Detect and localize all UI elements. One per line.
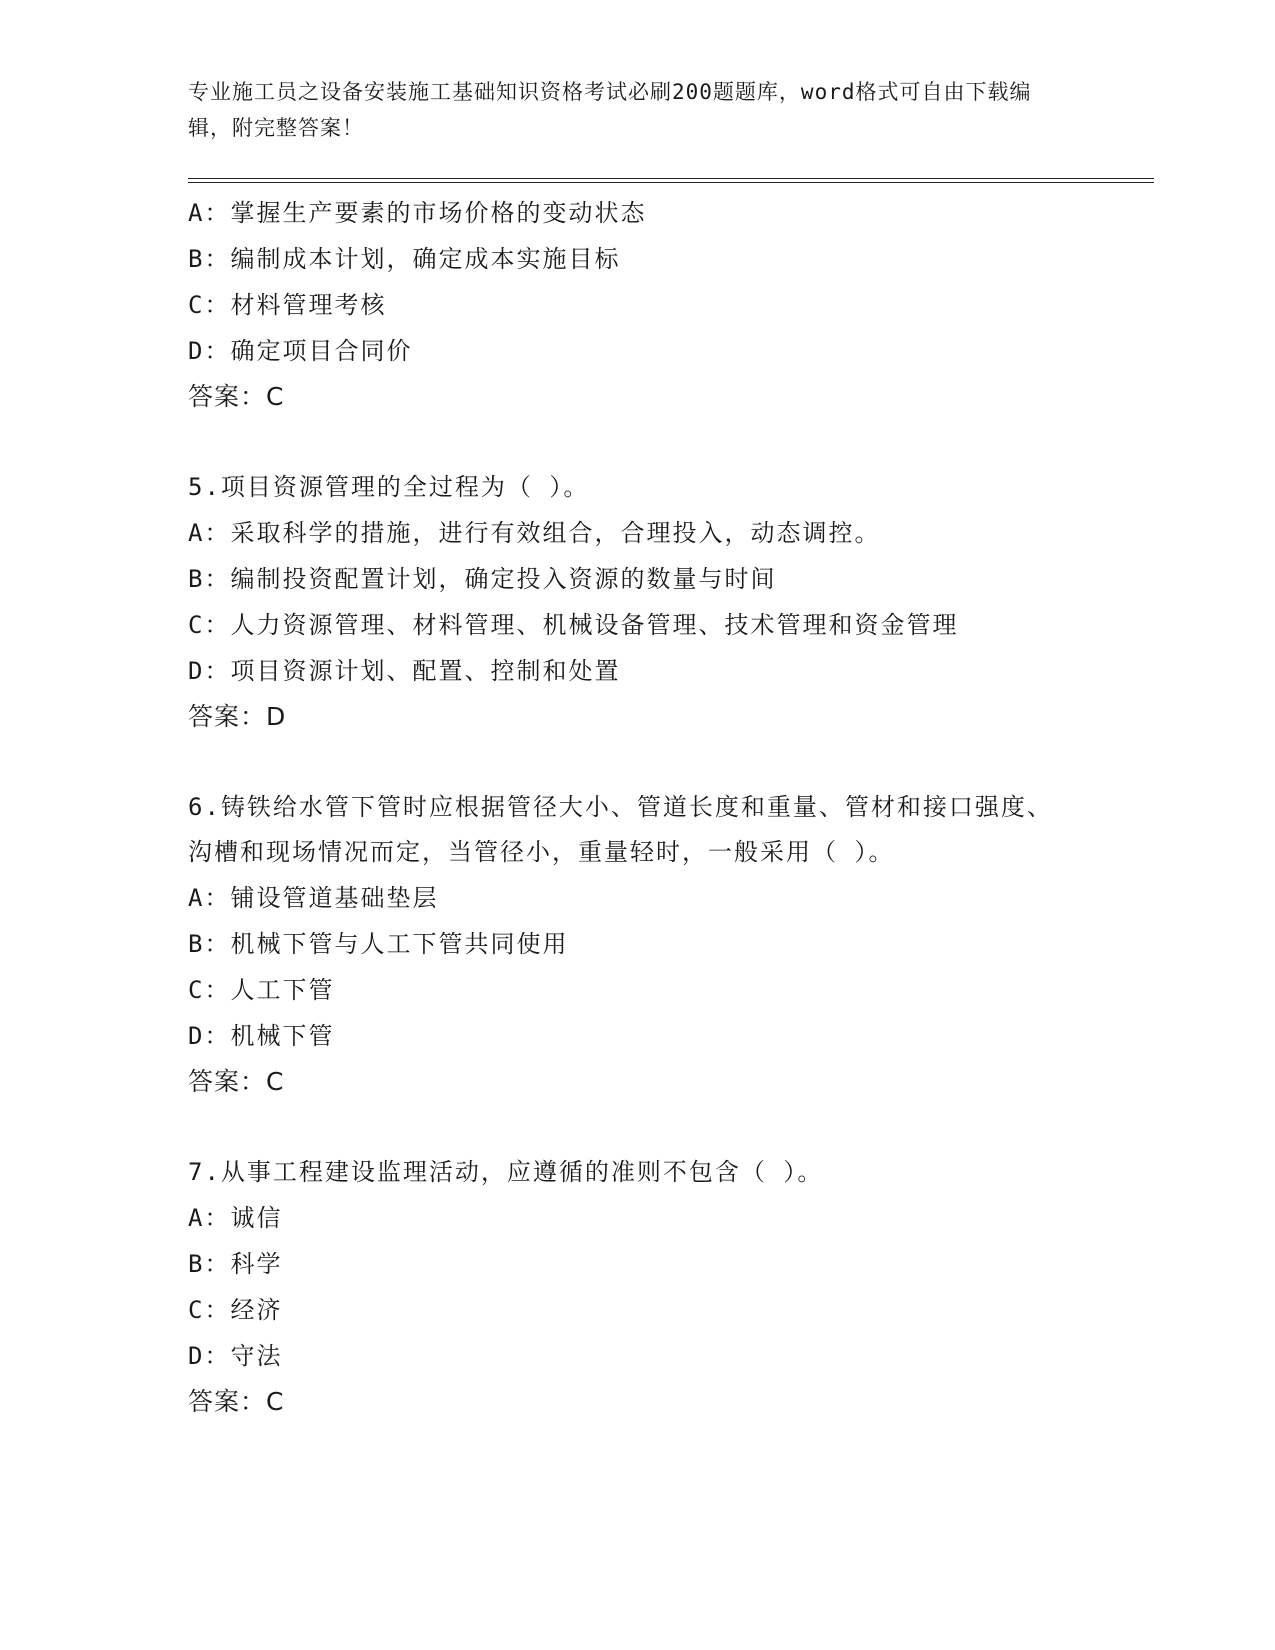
question-stem: 5.项目资源管理的全过程为（ ）。 bbox=[188, 473, 590, 501]
option-a: A：掌握生产要素的市场价格的变动状态 bbox=[188, 199, 647, 227]
question-stem: 6.铸铁给水管下管时应根据管径大小、管道长度和重量、管材和接口强度、沟槽和现场情况而定，当管径小，重量轻时，一般采用（ ）。 bbox=[188, 793, 1053, 866]
option-a: A：铺设管道基础垫层 bbox=[188, 884, 439, 912]
option-d: D：机械下管 bbox=[188, 1022, 335, 1050]
option-c: C：经济 bbox=[188, 1296, 283, 1324]
option-b: B：机械下管与人工下管共同使用 bbox=[188, 930, 569, 958]
option-c: C：材料管理考核 bbox=[188, 291, 387, 319]
option-c: C：人力资源管理、材料管理、机械设备管理、技术管理和资金管理 bbox=[188, 611, 959, 639]
question-block bbox=[188, 1150, 1148, 1425]
option-a: A：诚信 bbox=[188, 1204, 283, 1232]
option-d: D：守法 bbox=[188, 1342, 283, 1370]
document-header: 专业施工员之设备安装施工基础知识资格考试必刷200题题库，word格式可自由下载编辑，附完整答案！ bbox=[188, 80, 1032, 140]
option-a: A：采取科学的措施，进行有效组合，合理投入，动态调控。 bbox=[188, 519, 881, 547]
question-block bbox=[188, 190, 1148, 420]
question-block bbox=[188, 785, 1148, 1105]
header-divider bbox=[188, 178, 1154, 183]
answer-line: 答案：C bbox=[188, 382, 285, 411]
option-d: D：确定项目合同价 bbox=[188, 337, 413, 365]
answer-line: 答案：D bbox=[188, 702, 287, 731]
option-b: B：编制投资配置计划，确定投入资源的数量与时间 bbox=[188, 565, 777, 593]
answer-line: 答案：C bbox=[188, 1067, 285, 1096]
answer-line: 答案：C bbox=[188, 1387, 285, 1416]
question-stem: 7.从事工程建设监理活动，应遵循的准则不包含（ ）。 bbox=[188, 1158, 824, 1186]
option-d: D：项目资源计划、配置、控制和处置 bbox=[188, 657, 621, 685]
question-block bbox=[188, 465, 1148, 740]
question-list bbox=[188, 190, 1148, 1425]
option-b: B：科学 bbox=[188, 1250, 283, 1278]
option-c: C：人工下管 bbox=[188, 976, 335, 1004]
option-b: B：编制成本计划，确定成本实施目标 bbox=[188, 245, 621, 273]
